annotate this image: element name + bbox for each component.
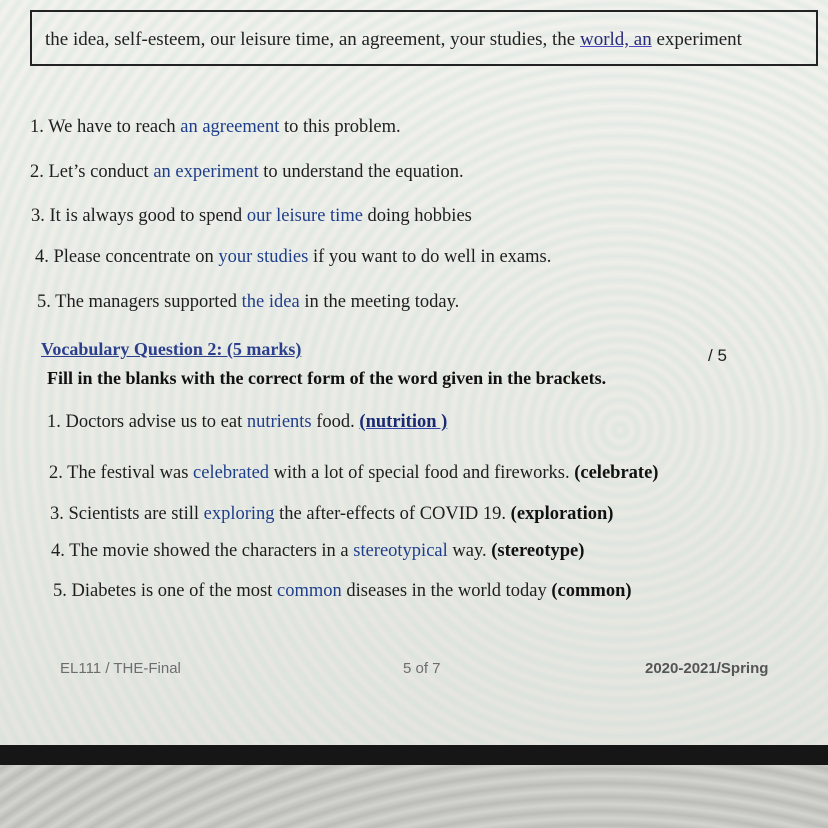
item-answer: exploring bbox=[203, 504, 275, 524]
item-text: doing hobbies bbox=[362, 206, 472, 226]
item-text: to understand the equation. bbox=[258, 162, 464, 182]
footer-page-number: 5 of 7 bbox=[403, 660, 441, 677]
bottom-area bbox=[0, 765, 828, 828]
item-root-word: (exploration) bbox=[510, 504, 614, 524]
item-number: 5. bbox=[37, 292, 51, 312]
question2-title: Vocabulary Question 2: (5 marks) bbox=[41, 339, 302, 359]
s1-item-4 bbox=[35, 247, 551, 268]
word-bank-box bbox=[30, 10, 818, 66]
item-answer: an agreement bbox=[180, 117, 280, 137]
q2-item-5 bbox=[53, 581, 632, 602]
s1-item-1 bbox=[30, 117, 401, 138]
footer-term: 2020-2021/Spring bbox=[645, 660, 769, 677]
word-bank-plain: the idea, self-esteem, our leisure time, an agreement, your studies, the bbox=[45, 29, 580, 50]
item-text: in the meeting today. bbox=[299, 292, 460, 312]
item-root-word: (nutrition ) bbox=[359, 412, 448, 432]
question2-instruction: Fill in the blanks with the correct form of the word given in the brackets. bbox=[47, 368, 607, 388]
item-answer: celebrated bbox=[193, 463, 270, 483]
item-answer: nutrients bbox=[246, 412, 312, 432]
screen-bezel bbox=[0, 745, 828, 765]
s1-item-3 bbox=[31, 206, 472, 227]
item-answer: our leisure time bbox=[246, 206, 363, 226]
q2-item-3 bbox=[50, 504, 613, 525]
question2-score: / 5 bbox=[708, 346, 727, 365]
item-number: 4. bbox=[51, 541, 65, 561]
item-root-word: (celebrate) bbox=[574, 463, 659, 483]
item-answer: your studies bbox=[218, 247, 309, 267]
item-text: the after-effects of COVID 19. bbox=[274, 504, 511, 524]
item-text: Please concentrate on bbox=[53, 247, 219, 267]
item-number: 1. bbox=[30, 117, 44, 137]
word-bank-end: experiment bbox=[651, 29, 742, 50]
item-number: 2. bbox=[30, 162, 44, 182]
s1-item-5 bbox=[37, 292, 459, 313]
item-text: The movie showed the characters in a bbox=[69, 541, 354, 561]
item-text: diseases in the world today bbox=[341, 581, 552, 601]
item-root-word: (stereotype) bbox=[491, 541, 585, 561]
item-answer: the idea bbox=[241, 292, 300, 312]
item-root-word: (common) bbox=[551, 581, 632, 601]
item-number: 2. bbox=[49, 463, 63, 483]
item-answer: common bbox=[277, 581, 342, 601]
q2-item-1 bbox=[47, 412, 447, 433]
word-bank-underlined: world, an bbox=[579, 29, 652, 50]
word-bank-text bbox=[45, 29, 742, 51]
item-answer: stereotypical bbox=[353, 541, 448, 561]
item-text: Doctors advise us to eat bbox=[65, 412, 247, 432]
item-text: Diabetes is one of the most bbox=[71, 581, 278, 601]
q2-item-4 bbox=[51, 541, 584, 562]
item-text: food. bbox=[311, 412, 360, 432]
item-number: 5. bbox=[53, 581, 67, 601]
item-text: way. bbox=[447, 541, 492, 561]
item-text: Scientists are still bbox=[68, 504, 204, 524]
item-number: 3. bbox=[31, 206, 45, 226]
item-number: 3. bbox=[50, 504, 64, 524]
item-text: if you want to do well in exams. bbox=[308, 247, 552, 267]
item-text: The festival was bbox=[67, 463, 194, 483]
item-number: 4. bbox=[35, 247, 49, 267]
item-text: It is always good to spend bbox=[49, 206, 247, 226]
item-text: We have to reach bbox=[48, 117, 181, 137]
item-text: The managers supported bbox=[55, 292, 242, 312]
item-number: 1. bbox=[47, 412, 61, 432]
s1-item-2 bbox=[30, 162, 464, 183]
item-text: to this problem. bbox=[279, 117, 401, 137]
q2-item-2 bbox=[49, 463, 658, 484]
item-answer: an experiment bbox=[153, 162, 259, 182]
footer-course-code: EL111 / THE-Final bbox=[60, 660, 181, 677]
item-text: Let’s conduct bbox=[48, 162, 154, 182]
item-text: with a lot of special food and fireworks. bbox=[269, 463, 575, 483]
